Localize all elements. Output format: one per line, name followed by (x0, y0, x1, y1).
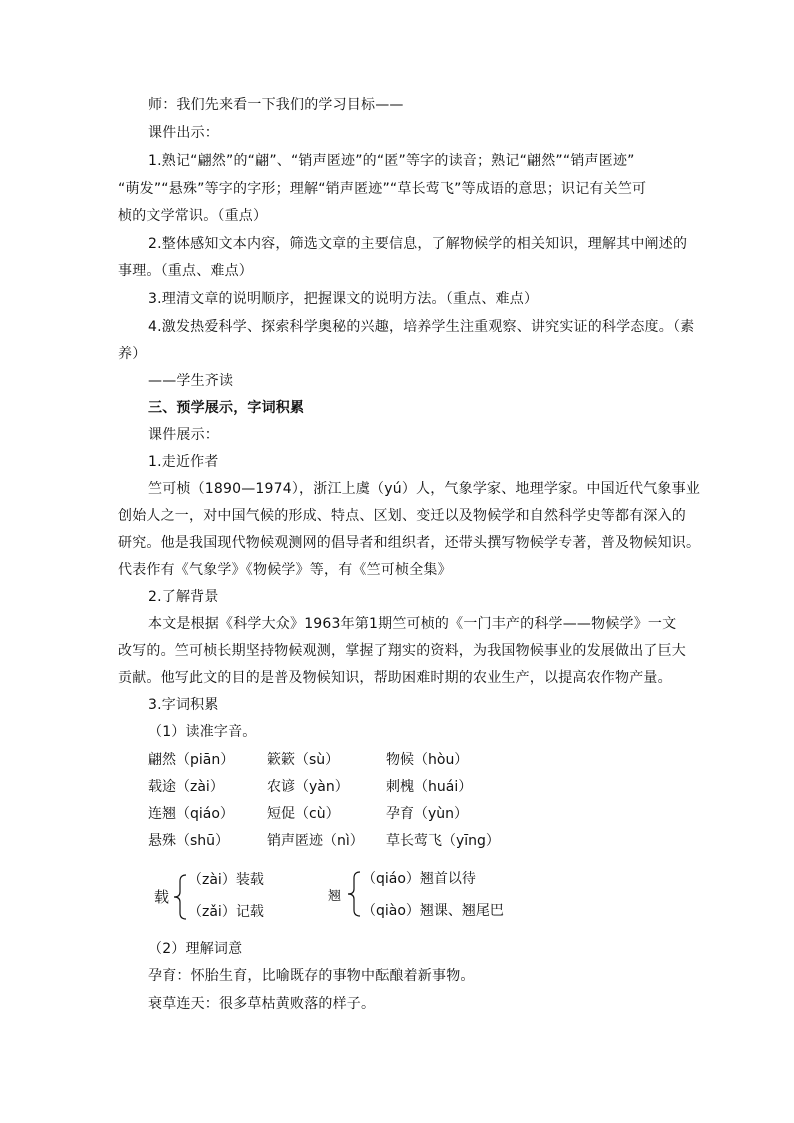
polyphone-char-zai: 载 (154, 888, 170, 906)
objective-2-line-2: 事理。（重点、难点） (118, 263, 253, 279)
objective-1-line-1: 1.熟记“翩然”的“翩”、“销声匿迹”的“匿”等字的读音；熟记“翩然”“销声匿迹” (148, 153, 635, 169)
pron-cell: 簌簌（sù） (267, 752, 340, 768)
pron-cell: 短促（cù） (267, 806, 340, 822)
polyphone-zai-bottom: （zǎi）记载 (188, 904, 264, 920)
pron-cell: 销声匿迹（nì） (267, 833, 364, 849)
objective-2-line-1: 2.整体感知文本内容，筛选文章的主要信息，了解物候学的相关知识，理解其中阐述的 (148, 236, 688, 252)
objective-1-line-3: 桢的文学常识。（重点） (118, 208, 268, 224)
author-line-2: 创始人之一，对中国气候的形成、特点、区划、变迁以及物候学和自然科学史等都有深入的 (118, 508, 686, 524)
author-title: 1.走近作者 (148, 454, 219, 470)
brace-icon (172, 873, 188, 921)
courseware-label: 课件展示： (148, 427, 219, 443)
pron-cell: 农谚（yàn） (267, 779, 349, 795)
courseware-show: 课件出示： (148, 125, 219, 141)
background-line-2: 改写的。竺可桢长期坚持物候观测，掌握了翔实的资料，为我国物候事业的发展做出了巨大 (118, 643, 686, 659)
meanings-title: （2）理解词意 (148, 941, 243, 957)
section-3-heading: 三、预学展示，字词积累 (148, 400, 305, 416)
polyphone-qiao-bottom: （qiào）翘课、翘尾巴 (362, 903, 504, 919)
pron-cell: 草长莺飞（yīng） (386, 833, 500, 849)
objective-1-line-2: “萌发”“悬殊”等字的字形；理解“销声匿迹”“草长莺飞”等成语的意思；识记有关竺可 (118, 181, 647, 197)
polyphone-qiao-top: （qiáo）翘首以待 (362, 871, 476, 887)
students-read: ——学生齐读 (148, 373, 234, 389)
pron-cell: 孕育（yùn） (386, 806, 469, 822)
author-line-4: 代表作有《气象学》《物候学》等，有《竺可桢全集》 (118, 562, 452, 578)
polyphone-zai-top: （zài）装载 (188, 872, 264, 888)
meaning-2: 衰草连天：很多草枯黄败落的样子。 (148, 996, 376, 1012)
author-line-1: 竺可桢（1890—1974），浙江上虞（yú）人，气象学家、地理学家。中国近代气象事业 (148, 481, 701, 497)
pron-cell: 物候（hòu） (386, 752, 469, 768)
pron-cell: 翩然（piān） (148, 752, 235, 768)
author-line-3: 研究。他是我国现代物候观测网的倡导者和组织者，还带头撰写物候学专著，普及物候知识。 (118, 535, 701, 551)
background-line-1: 本文是根据《科学大众》1963年第1期竺可桢的《一门丰产的科学——物候学》一文 (148, 616, 677, 632)
pronunciation-title: （1）读准字音。 (148, 724, 257, 740)
background-line-3: 贡献。他写此文的目的是普及物候知识，帮助困难时期的农业生产，以提高农作物产量。 (118, 670, 672, 686)
pron-cell: 刺槐（huái） (386, 779, 473, 795)
objective-3-line-1: 3.理清文章的说明顺序，把握课文的说明方法。（重点、难点） (148, 291, 539, 307)
pron-cell: 载途（zài） (148, 779, 224, 795)
pron-cell: 悬殊（shū） (148, 833, 230, 849)
polyphone-char-qiao: 翘 (328, 889, 342, 904)
words-title: 3.字词积累 (148, 697, 219, 713)
brace-icon (346, 870, 362, 918)
meaning-1: 孕育：怀胎生育，比喻既存的事物中酝酿着新事物。 (148, 968, 475, 984)
teacher-line: 师：我们先来看一下我们的学习目标—— (148, 97, 404, 113)
objective-4-line-2: 养） (118, 346, 147, 362)
background-title: 2.了解背景 (148, 589, 219, 605)
objective-4-line-1: 4.激发热爱科学、探索科学奥秘的兴趣，培养学生注重观察、讲究实证的科学态度。（素 (148, 319, 695, 335)
pron-cell: 连翘（qiáo） (148, 806, 234, 822)
